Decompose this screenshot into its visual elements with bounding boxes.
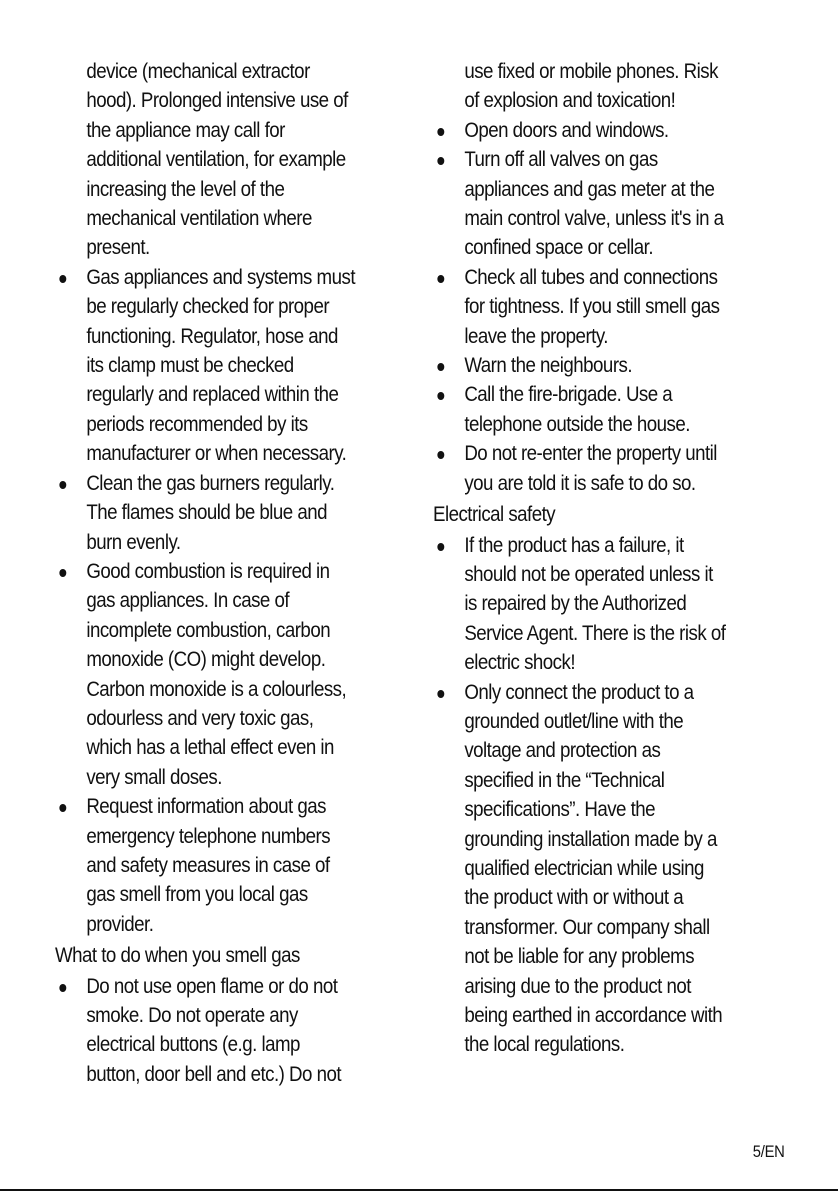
left-column xyxy=(55,57,417,1089)
text-line: Only connect the product to a xyxy=(464,679,694,704)
text-line: leave the property. xyxy=(464,323,608,348)
text-line: Gas appliances and systems must xyxy=(86,264,356,289)
text-line: gas appliances. In case of xyxy=(86,588,290,613)
text-line: The flames should be blue and xyxy=(86,500,327,525)
text-line: very small doses. xyxy=(86,764,222,789)
text-line: burn evenly. xyxy=(86,529,181,554)
bullet-item xyxy=(433,145,816,263)
text-line: use fixed or mobile phones. Risk xyxy=(464,59,718,83)
text-line: specifications”. Have the xyxy=(464,797,656,822)
text-line: appliances and gas meter at the xyxy=(464,176,715,201)
text-line: functioning. Regulator, hose and xyxy=(86,323,338,348)
bullet-item xyxy=(55,792,448,939)
text-line: Do not use open flame or do not xyxy=(86,973,338,998)
text-line: of explosion and toxication! xyxy=(464,88,676,113)
text-line: qualified electrician while using xyxy=(464,855,704,880)
text-line: incomplete combustion, carbon xyxy=(86,617,331,642)
text-line: mechanical ventilation where xyxy=(86,206,312,231)
text-line: Clean the gas burners regularly. xyxy=(86,470,335,495)
page-number: 5/EN xyxy=(753,1142,785,1161)
bullet-item xyxy=(433,380,816,439)
text-line: and safety measures in case of xyxy=(86,852,330,877)
text-line: provider. xyxy=(86,911,154,936)
text-line: the product with or without a xyxy=(464,885,684,910)
bullet-item xyxy=(55,972,448,1090)
text-line: for tightness. If you still smell gas xyxy=(464,294,720,319)
text-line: specified in the “Technical xyxy=(464,767,665,792)
text-line: telephone outside the house. xyxy=(464,411,690,436)
text-line: smoke. Do not operate any xyxy=(86,1003,298,1027)
text-line: present. xyxy=(86,235,150,260)
text-line: being earthed in accordance with xyxy=(464,1003,723,1027)
text-line: emergency telephone numbers xyxy=(86,823,331,848)
bullet-item xyxy=(433,263,816,351)
right-column xyxy=(433,57,785,1060)
text-line: its clamp must be checked xyxy=(86,353,294,378)
text-line: main control valve, unless it's in a xyxy=(464,206,724,231)
text-line: odourless and very toxic gas, xyxy=(86,705,314,730)
text-line: increasing the level of the xyxy=(86,176,285,201)
text-line: Call the fire-brigade. Use a xyxy=(464,382,673,407)
text-line: transformer. Our company shall xyxy=(464,914,710,939)
bullet-item xyxy=(433,351,816,380)
bullet-item xyxy=(433,678,816,1060)
text-line: monoxide (CO) might develop. xyxy=(86,647,326,672)
text-line: hood). Prolonged intensive use of xyxy=(86,88,348,113)
text-line: Open doors and windows. xyxy=(464,117,669,142)
text-line: Turn off all valves on gas xyxy=(464,147,658,172)
text-line: the appliance may call for xyxy=(86,117,285,142)
text-line: gas smell from you local gas xyxy=(86,882,308,907)
text-line: be regularly checked for proper xyxy=(86,294,330,319)
text-line: manufacturer or when necessary. xyxy=(86,441,347,466)
text-line: Service Agent. There is the risk of xyxy=(464,620,726,645)
text-line: regularly and replaced within the xyxy=(86,382,339,407)
section-heading-smell-gas: What to do when you smell gas xyxy=(55,943,300,968)
text-line: Check all tubes and connections xyxy=(464,264,718,289)
bullet-item xyxy=(55,263,448,469)
text-line: periods recommended by its xyxy=(86,411,308,436)
left-bullet-list-2 xyxy=(55,972,417,1090)
bullet-item xyxy=(433,439,816,498)
text-line: the local regulations. xyxy=(464,1032,625,1057)
text-line: grounded outlet/line with the xyxy=(464,708,684,733)
right-continuation xyxy=(433,57,816,116)
text-line: you are told it is safe to do so. xyxy=(464,470,696,495)
bullet-item xyxy=(55,469,448,557)
left-continuation xyxy=(55,57,448,263)
bullet-item xyxy=(433,531,816,678)
text-line: electric shock! xyxy=(464,650,576,675)
text-line: Do not re-enter the property until xyxy=(464,441,717,466)
text-line: Warn the neighbours. xyxy=(464,353,633,378)
left-bullet-list xyxy=(55,263,417,939)
text-line: Good combustion is required in xyxy=(86,558,330,583)
text-line: If the product has a failure, it xyxy=(464,532,684,557)
text-line: which has a lethal effect even in xyxy=(86,735,334,760)
right-bullet-list xyxy=(433,116,785,498)
text-line: Carbon monoxide is a colourless, xyxy=(86,676,347,701)
text-line: confined space or cellar. xyxy=(464,235,654,260)
right-bullet-list-2 xyxy=(433,531,785,1060)
text-line: is repaired by the Authorized xyxy=(464,591,687,616)
text-line: grounding installation made by a xyxy=(464,826,717,851)
text-line: should not be operated unless it xyxy=(464,561,713,586)
bullet-item xyxy=(433,116,816,145)
text-line: additional ventilation, for example xyxy=(86,147,346,172)
text-line: voltage and protection as xyxy=(464,738,661,763)
text-line: not be liable for any problems xyxy=(464,944,695,969)
text-line: device (mechanical extractor xyxy=(86,59,310,83)
section-heading-electrical-safety: Electrical safety xyxy=(433,502,556,527)
text-line: button, door bell and etc.) Do not xyxy=(86,1061,342,1086)
bullet-item xyxy=(55,557,448,792)
text-line: arising due to the product not xyxy=(464,973,691,998)
text-line: electrical buttons (e.g. lamp xyxy=(86,1032,300,1057)
text-line: Request information about gas xyxy=(86,794,326,819)
